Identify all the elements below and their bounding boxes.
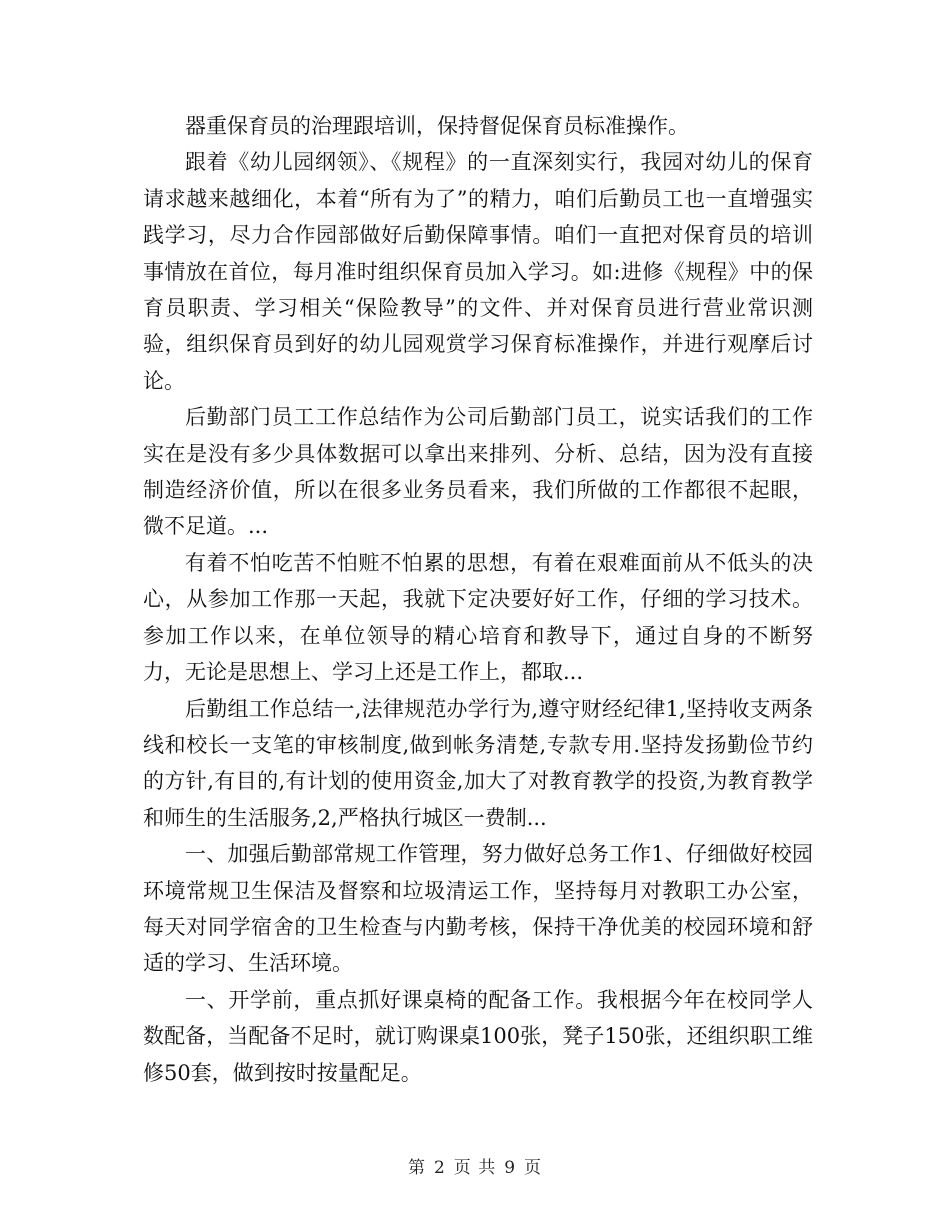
paragraph: 有着不怕吃苦不怕赃不怕累的思想，有着在艰难面前从不低头的决心，从参加工作那一天起，我就下定决要好好工作，仔细的学习技术。参加工作以来，在单位领导的精心培育和教导下，通过自身的不断努力，无论是思想上、学习上还是工作上，都取... [143, 550, 813, 685]
paragraph: 跟着《幼儿园纲领》、《规程》的一直深刻实行，我园对幼儿的保育请求越来越细化，本着“所有为了”的精力，咱们后勤员工也一直增强实践学习，尽力合作园部做好后勤保障事情。咱们一直把对保育员的培训事情放在首位，每月准时组织保育员加入学习。如:进修《规程》中的保育员职责、学习相关“保险教导”的文件、并对保育员进行营业常识测验，组织保育员到好的幼儿园观赏学习保育标准操作，并进行观摩后讨论。 [143, 150, 813, 393]
total-pages-number: 9 [504, 1158, 517, 1178]
page-label-suffix: 页 [524, 1158, 543, 1178]
paragraph: 一、开学前，重点抓好课桌椅的配备工作。我根据今年在校同学人数配备，当配备不足时，就订购课桌100张，凳子150张，还组织职工维修50套，做到按时按量配足。 [143, 987, 813, 1085]
paragraph: 器重保育员的治理跟培训，保持督促保育员标准操作。 [185, 114, 689, 138]
current-page-number: 2 [433, 1158, 446, 1178]
paragraph: 一、加强后勤部常规工作管理，努力做好总务工作1、仔细做好校园环境常规卫生保洁及督察和垃圾清运工作，坚持每月对教职工办公室，每天对同学宿舍的卫生检查与内勤考核，保持干净优美的校园环境和舒适的学习、生活环境。 [143, 842, 813, 976]
paragraph: 后勤组工作总结一,法律规范办学行为,遵守财经纪律1,坚持收支两条线和校长一支笔的审核制度,做到帐务清楚,专款专用.坚持发扬勤俭节约的方针,有目的,有计划的使用资金,加大了对教育教学的投资,为教育教学和师生的生活服务,2,严格执行城区一费制... [143, 696, 813, 830]
page-label-mid: 页 共 [453, 1158, 497, 1178]
paragraph: 后勤部门员工工作总结作为公司后勤部门员工，说实话我们的工作实在是没有多少具体数据可以拿出来排列、分析、总结，因为没有直接制造经济价值，所以在很多业务员看来，我们所做的工作都很不起眼，微不足道。... [143, 405, 813, 539]
page-footer [0, 1153, 950, 1178]
document-body [143, 108, 813, 1091]
page-label-prefix: 第 [407, 1158, 426, 1178]
